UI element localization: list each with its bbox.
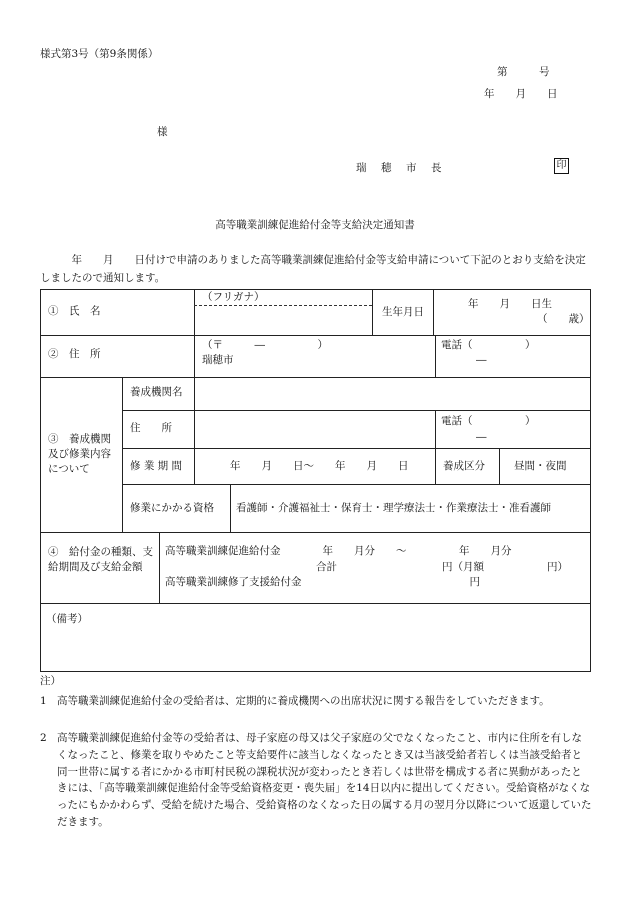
furigana-label: （フリガナ）	[202, 291, 265, 303]
institution-phone-dash: ―	[476, 431, 487, 443]
age-value: （ 歳）	[537, 313, 590, 325]
address-label: ② 住 所	[48, 348, 101, 360]
study-period-label: 修 業 期 間	[130, 460, 183, 472]
phone-field: 電話（ ）	[441, 339, 536, 351]
institution-phone: 電話（ ）	[441, 415, 536, 427]
birthdate-value: 年 月 日生	[468, 298, 552, 310]
reference-number: 第 号	[497, 66, 550, 78]
benefit-line-2: 合計 円（月額 円）	[316, 561, 568, 573]
note-2-number: 2	[40, 732, 47, 744]
addressee: 様	[157, 126, 168, 138]
seal-stamp: 印	[554, 158, 569, 174]
note-1-text: 高等職業訓練促進給付金の受給者は、定期的に養成機関への出席状況に関する報告をしていただきます。	[57, 695, 550, 707]
qualification-value: 看護師・介護福祉士・保育士・理学療法士・作業療法士・准看護師	[236, 502, 551, 514]
institution-address-label: 住 所	[130, 422, 172, 434]
notes-heading: 注）	[40, 675, 61, 687]
note-2-text: 高等職業訓練促進給付金等の受給者は、母子家庭の母又は父子家庭の父でなくなったこと、市内に住所を有しなくなったこと、修業を取りやめたこと等支給要件に該当しなくなったとき又は当該受給者若しくは当該受給者と同一世帯に属する者にかかる市町村民税の課税状況が変わったとき若しくは世帯を構成する者に異動があったときには、「高等職業訓練促進給付金等受給資格変更・喪失届」を14日以内に提出してください。受給資格がなくなったにもかかわらず、受給を続けた場合、受給資格のなくなった日の属する月の翌月分以降について返還していただきます。	[57, 732, 592, 828]
issue-date: 年 月 日	[484, 88, 558, 100]
postal-code: （〒 ― ）	[202, 339, 328, 351]
phone-dash: ―	[476, 354, 487, 366]
study-period-value: 年 月 日～ 年 月 日	[230, 460, 409, 472]
remarks-label: （備考）	[46, 613, 88, 625]
name-label: ① 氏 名	[48, 305, 101, 317]
issuer-name: 瑞 穂 市 長	[356, 162, 444, 174]
decision-table	[40, 289, 590, 671]
note-1-number: 1	[40, 695, 47, 707]
qualification-label: 修業にかかる資格	[130, 502, 214, 514]
division-label: 養成区分	[443, 460, 485, 472]
form-number: 様式第3号（第9条関係）	[40, 48, 159, 60]
benefit-line-3: 高等職業訓練修了支援給付金 円	[165, 576, 480, 588]
note-2	[40, 730, 592, 831]
benefit-line-1: 高等職業訓練促進給付金 年 月分 ～ 年 月分	[165, 545, 512, 557]
document-title: 高等職業訓練促進給付金等支給決定通知書	[215, 219, 415, 231]
institution-name-label: 養成機関名	[130, 386, 183, 398]
division-value: 昼間・夜間	[514, 460, 567, 472]
institution-section-label: ③ 養成機関及び修業内容について	[48, 433, 111, 476]
birthdate-label: 生年月日	[382, 306, 424, 318]
city-name: 瑞穂市	[202, 354, 234, 366]
intro-paragraph: 年 月 日付けで申請のありました高等職業訓練促進給付金等支給申請について下記のとおり支給を決定しましたので通知します。	[40, 254, 586, 285]
benefit-section-label: ④ 給付金の種類、支給期間及び支給金額	[48, 546, 153, 574]
note-1	[40, 693, 592, 710]
